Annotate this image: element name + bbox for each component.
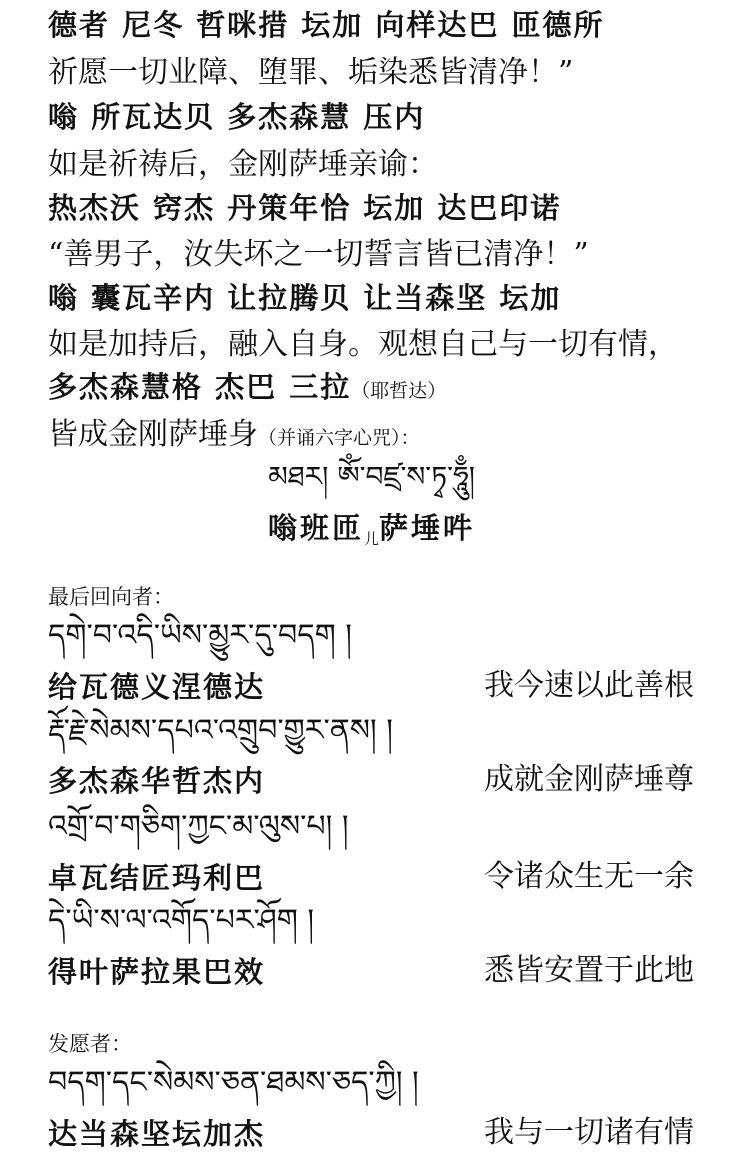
mantra-subscript: 儿 <box>363 530 379 548</box>
aspiration-heading: 发愿者： <box>48 1032 132 1056</box>
verse-transliteration: 卓瓦结匠玛利巴 <box>48 861 266 895</box>
verse-meaning: 我今速以此善根 <box>484 668 694 703</box>
verse-meaning: 令诸众生无一余 <box>484 859 694 894</box>
verse-tibetan: འགྲོ་བ་གཅིག་ཀྱང་མ་ལུས་པ། ། <box>48 809 349 844</box>
verse-transliteration: 得叶萨拉果巴效 <box>48 955 266 989</box>
translation-line <box>48 417 420 452</box>
translation-note: （并诵六字心咒）： <box>258 427 420 449</box>
transliteration-line <box>48 370 447 404</box>
verse-meaning: 成就金刚萨埵尊 <box>484 762 694 797</box>
transliteration-line: 热杰沃 窍杰 丹策年恰 坛加 达巴印诺 <box>48 191 562 225</box>
translation-line: 如是加持后，融入自身。观想自己与一切有情， <box>48 327 678 362</box>
mantra-chinese <box>0 511 743 548</box>
dedication-heading: 最后回向者： <box>48 585 174 609</box>
verse-transliteration: 达当森坚坛加杰 <box>48 1117 266 1151</box>
translation-line: 如是祈祷后，金刚萨埵亲谕： <box>48 147 438 182</box>
mantra-tibetan: མཐར། ཨོཾ་བཛྲ་ས་ཏྭ་ཧཱུྃ། <box>268 460 475 493</box>
verse-tibetan: བདག་དང་སེམས་ཅན་ཐམས་ཅད་ཀྱི། ། <box>48 1065 419 1100</box>
verse-transliteration: 多杰森华哲杰内 <box>48 764 266 798</box>
translation-text: 皆成金刚萨埵身 <box>48 417 258 452</box>
translation-line: “善男子，汝失坏之一切誓言皆已清净！” <box>48 237 589 272</box>
verse-meaning: 我与一切诸有情 <box>484 1115 694 1150</box>
transliteration-line: 德者 尼冬 哲咪措 坛加 向样达巴 匝德所 <box>48 8 605 42</box>
verse-transliteration: 给瓦德义涅德达 <box>48 670 266 704</box>
verse-tibetan: དེ་ཡི་ས་ལ་འགོད་པར་ཤོག ། <box>48 903 315 938</box>
transliteration-text: 多杰森慧格 杰巴 三拉 <box>48 370 352 404</box>
transliteration-line: 嗡 囊瓦辛内 让拉腾贝 让当森坚 坛加 <box>48 281 562 315</box>
verse-meaning: 悉皆安置于此地 <box>484 953 694 988</box>
verse-tibetan: དགེ་བ་འདི་ཡིས་མྱུར་དུ་བདག ། <box>48 618 352 653</box>
mantra-chinese-part: 嗡班匝 <box>267 511 364 545</box>
transliteration-note: （耶哲达） <box>351 380 447 402</box>
verse-tibetan: རྡོ་རྗེ་སེམས་དཔའ་འགྲུབ་གྱུར་ནས། ། <box>48 713 393 748</box>
translation-line: 祈愿一切业障、堕罪、垢染悉皆清净！” <box>48 55 574 90</box>
transliteration-line: 嗡 所瓦达贝 多杰森慧 压内 <box>48 100 426 134</box>
mantra-chinese-part: 萨埵吽 <box>379 511 476 545</box>
